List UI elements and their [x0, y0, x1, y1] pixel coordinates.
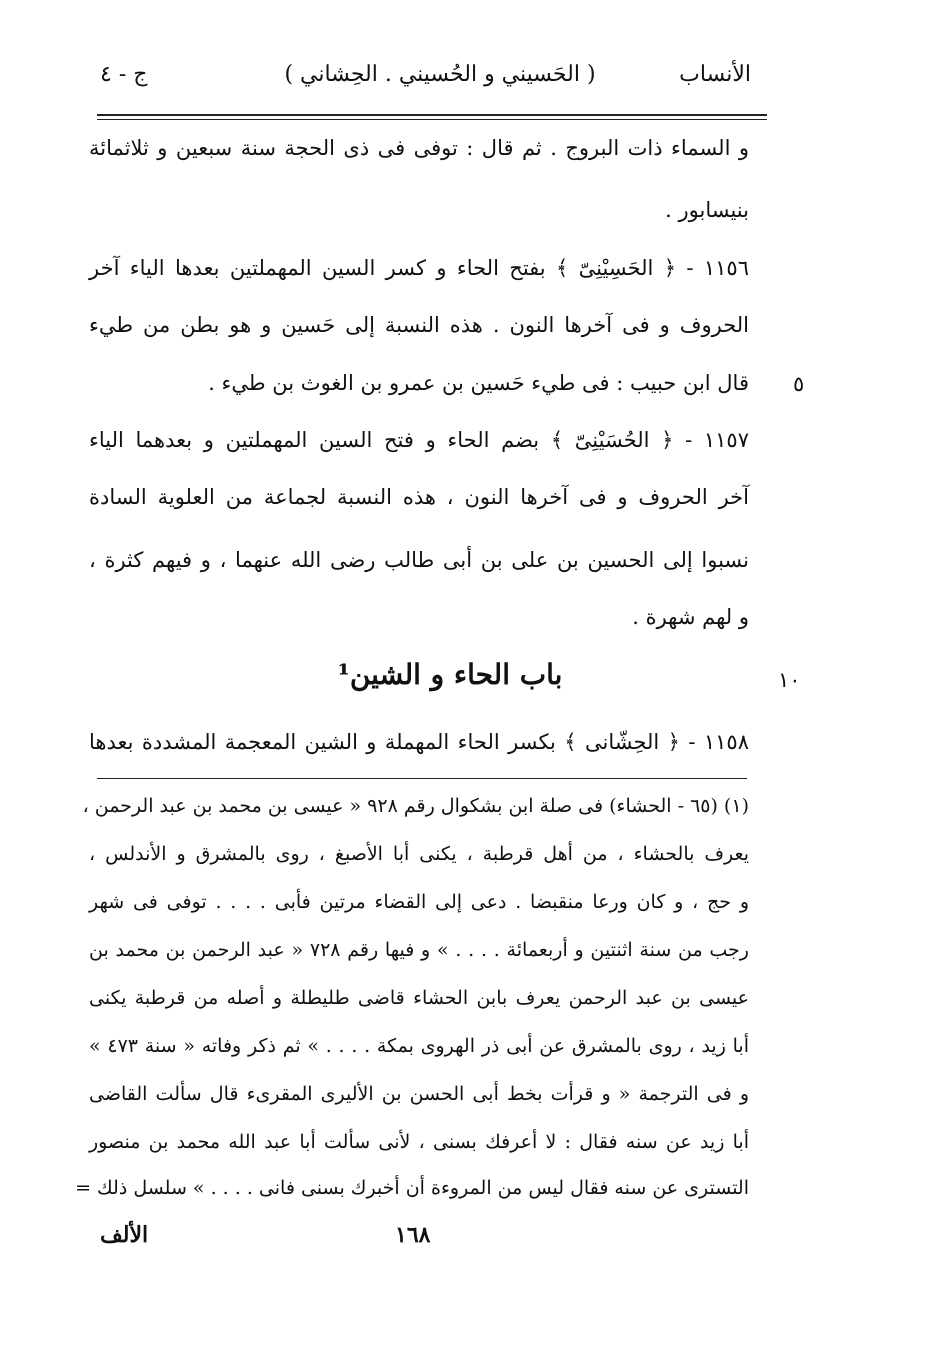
- body-line: الحروف و فى آخرها النون . هذه النسبة إلى حَسين و هو بطن من طيء: [89, 313, 749, 337]
- page-number: ١٦٨: [395, 1222, 431, 1248]
- body-line: نسبوا إلى الحسين بن على بن أبى طالب رضى الله عنهما ، و فيهم كثرة ،: [89, 548, 749, 572]
- footnote-line: أبا زيد عن سنه فقال : لا أعرفك بسنى ، لأنى سألت أبا عبد الله محمد بن منصور: [89, 1131, 749, 1153]
- footnote-line: (١) (٦٥ - الحشاء) فى صلة ابن بشكوال رقم ٩٢٨ « عيسى بن محمد بن عبد الرحمن ،: [82, 795, 749, 817]
- catchword: الألف: [100, 1222, 149, 1248]
- body-line: و لهم شهرة .: [632, 605, 749, 629]
- line-number-10: ١٠: [778, 668, 801, 692]
- footnote-line: التسترى عن سنه فقال ليس من المروءة أن أخبرك بسنى فانى . . . . » سلسل ذلك =: [75, 1177, 749, 1199]
- footnote-line: رجب من سنة اثنتين و أربعمائة . . . . » و فيها رقم ٧٢٨ « عبد الرحمن بن محمد بن: [89, 939, 749, 961]
- body-line: قال ابن حبيب : فى طيء حَسين بن عمرو بن الغوث بن طيء .: [208, 371, 749, 395]
- volume-label: ج - ٤: [100, 62, 148, 87]
- header-rule-thin: [97, 119, 767, 120]
- footnote-rule: [97, 778, 747, 779]
- footnote-line: يعرف بالحشاء ، من أهل قرطبة ، يكنى أبا الأصبغ ، روى بالمشرق و الأندلس ،: [89, 843, 749, 865]
- entry-1157-line: ١١٥٧ - ﴿ الحُسَيْنِىّ ﴾ بضم الحاء و فتح السين المهملتين و بعدهما الياء: [89, 428, 749, 452]
- entry-1158-line: ١١٥٨ - ﴿ الحِشّانى ﴾ بكسر الحاء المهملة و الشين المعجمة المشددة بعدها: [89, 730, 749, 754]
- running-title: ( الحَسيني و الحُسيني . الحِشاني ): [284, 62, 596, 87]
- body-line: بنيسابور .: [665, 198, 749, 222]
- body-line: و السماء ذات البروج . ثم قال : توفى فى ذى الحجة سنة سبعين و ثلاثمائة: [89, 136, 749, 160]
- book-title: الأنساب: [679, 62, 751, 87]
- chapter-heading: باب الحاء و الشين¹: [337, 658, 563, 691]
- line-number-5: ٥: [793, 372, 805, 396]
- entry-1156-line: ١١٥٦ - ﴿ الحَسِيْنِىّ ﴾ بفتح الحاء و كسر السين المهملتين بعدها الياء آخر: [89, 256, 749, 280]
- header-rule: [97, 114, 767, 116]
- footnote-line: و فى الترجمة « و قرأت بخط أبى الحسن بن الأليرى المقرىء قال سألت القاضى: [89, 1083, 749, 1105]
- footnote-line: أبا زيد ، روى بالمشرق عن أبى ذر الهروى بمكة . . . . » ثم ذكر وفاته « سنة ٤٧٣ »: [89, 1035, 749, 1057]
- body-line: آخر الحروف و فى آخرها النون ، هذه النسبة لجماعة من العلوية السادة: [89, 485, 749, 509]
- footnote-line: عيسى بن عبد الرحمن يعرف بابن الحشاء قاضى طليطلة و أصله من قرطبة يكنى: [89, 987, 749, 1009]
- footnote-line: و حج ، و كان ورعا منقبضا . دعى إلى القضاء مرتين فأبى . . . . توفى فى شهر: [89, 891, 749, 913]
